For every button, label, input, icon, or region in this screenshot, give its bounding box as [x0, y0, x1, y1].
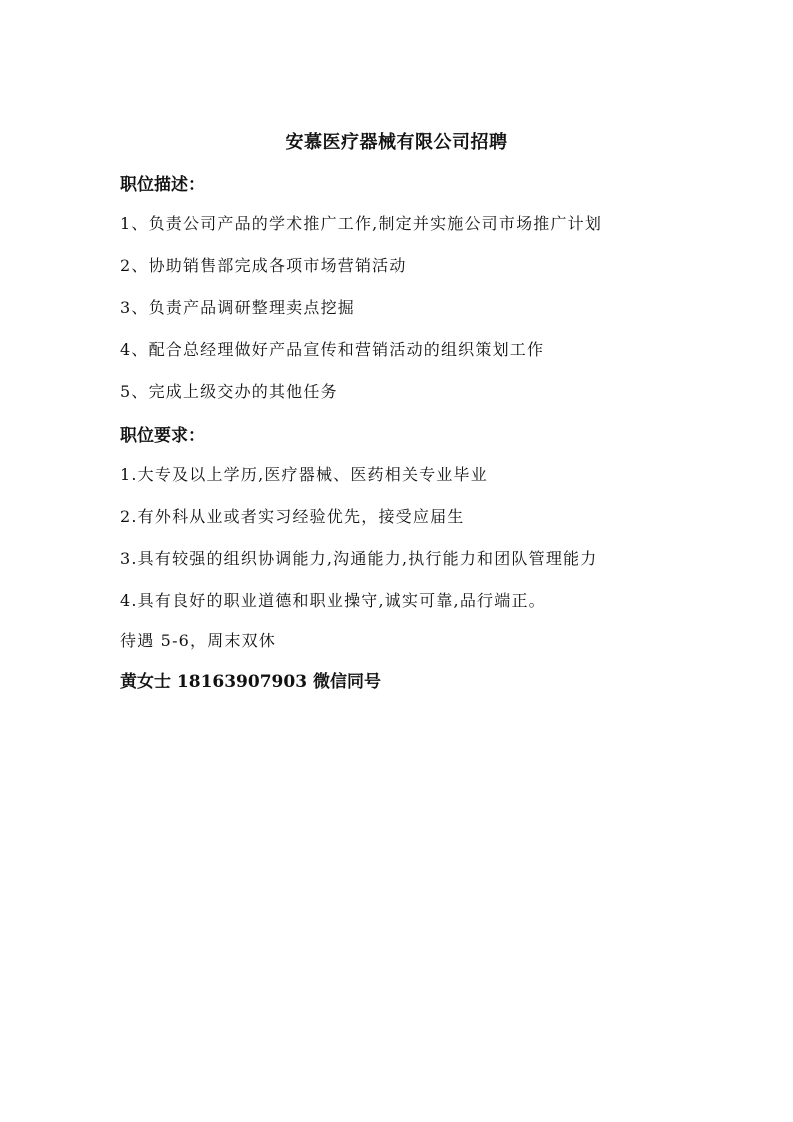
requirement-item-4: 4.具有良好的职业道德和职业操守,诚实可靠,品行端正。: [120, 591, 546, 610]
contact-line: 黄女士 18163907903 微信同号: [120, 672, 381, 692]
description-item-2: 2、协助销售部完成各项市场营销活动: [120, 256, 407, 275]
requirements-heading: 职位要求：: [120, 426, 205, 446]
description-heading: 职位描述：: [120, 175, 205, 195]
page-title: 安慕医疗器械有限公司招聘: [285, 132, 508, 153]
description-item-3: 3、负责产品调研整理卖点挖掘: [120, 298, 355, 317]
salary-line: 待遇 5-6，周末双休: [120, 631, 277, 650]
description-item-4: 4、配合总经理做好产品宣传和营销活动的组织策划工作: [120, 340, 545, 359]
requirement-item-2: 2.有外科从业或者实习经验优先，接受应届生: [120, 507, 465, 526]
description-item-1: 1、负责公司产品的学术推广工作,制定并实施公司市场推广计划: [120, 214, 603, 233]
requirement-item-3: 3.具有较强的组织协调能力,沟通能力,执行能力和团队管理能力: [120, 549, 598, 568]
requirement-item-1: 1.大专及以上学历,医疗器械、医药相关专业毕业: [120, 465, 488, 484]
description-item-5: 5、完成上级交办的其他任务: [120, 382, 338, 401]
